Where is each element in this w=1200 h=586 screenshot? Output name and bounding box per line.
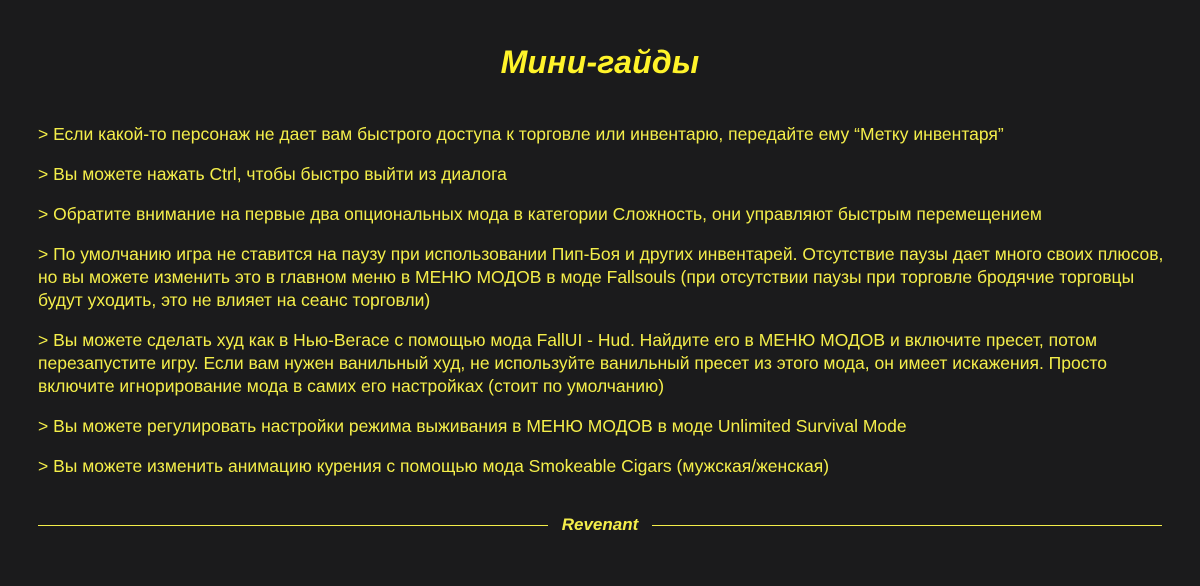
- guide-item-difficulty-travel: > Обратите внимание на первые два опциональных мода в категории Сложность, они управляют быстрым перемещением: [38, 204, 1042, 224]
- guide-item-smoking: > Вы можете изменить анимацию курения с помощью мода Smokeable Cigars (мужская/женская): [38, 456, 830, 476]
- guide-item-ctrl-exit: > Вы можете нажать Ctrl, чтобы быстро выйти из диалога: [38, 164, 507, 184]
- page-title: Мини-гайды: [500, 44, 700, 80]
- footer-divider-left: [38, 525, 548, 526]
- author-footer: [38, 512, 1162, 538]
- guide-list: [38, 123, 1168, 495]
- guide-item-pause: > По умолчанию игра не ставится на паузу при использовании Пип-Боя и других инвентарей. Отсутствие паузы дает много своих плюсов, но вы можете изменить это в главном меню в МЕНЮ МОДОВ в моде Fallsouls (при отсутствии паузы при торговле бродячие торговцы будут уходить, это не влияет на сеанс торговли): [38, 244, 1164, 310]
- author-signature: Revenant: [561, 515, 639, 534]
- guide-item-inventory-tag: > Если какой-то персонаж не дает вам быстрого доступа к торговле или инвентарю, передайте ему “Метку инвентаря”: [38, 124, 1004, 144]
- footer-divider-right: [652, 525, 1162, 526]
- guide-item-survival: > Вы можете регулировать настройки режима выживания в МЕНЮ МОДОВ в моде Unlimited Survival Mode: [38, 416, 907, 436]
- guide-item-hud: > Вы можете сделать худ как в Нью-Вегасе с помощью мода FallUI - Hud. Найдите его в МЕНЮ МОДОВ и включите пресет, потом перезапустите игру. Если вам нужен ванильный худ, не используйте ванильный пресет из этого мода, он имеет искажения. Просто включите игнорирование мода в самих его настройках (стоит по умолчанию): [38, 330, 1108, 396]
